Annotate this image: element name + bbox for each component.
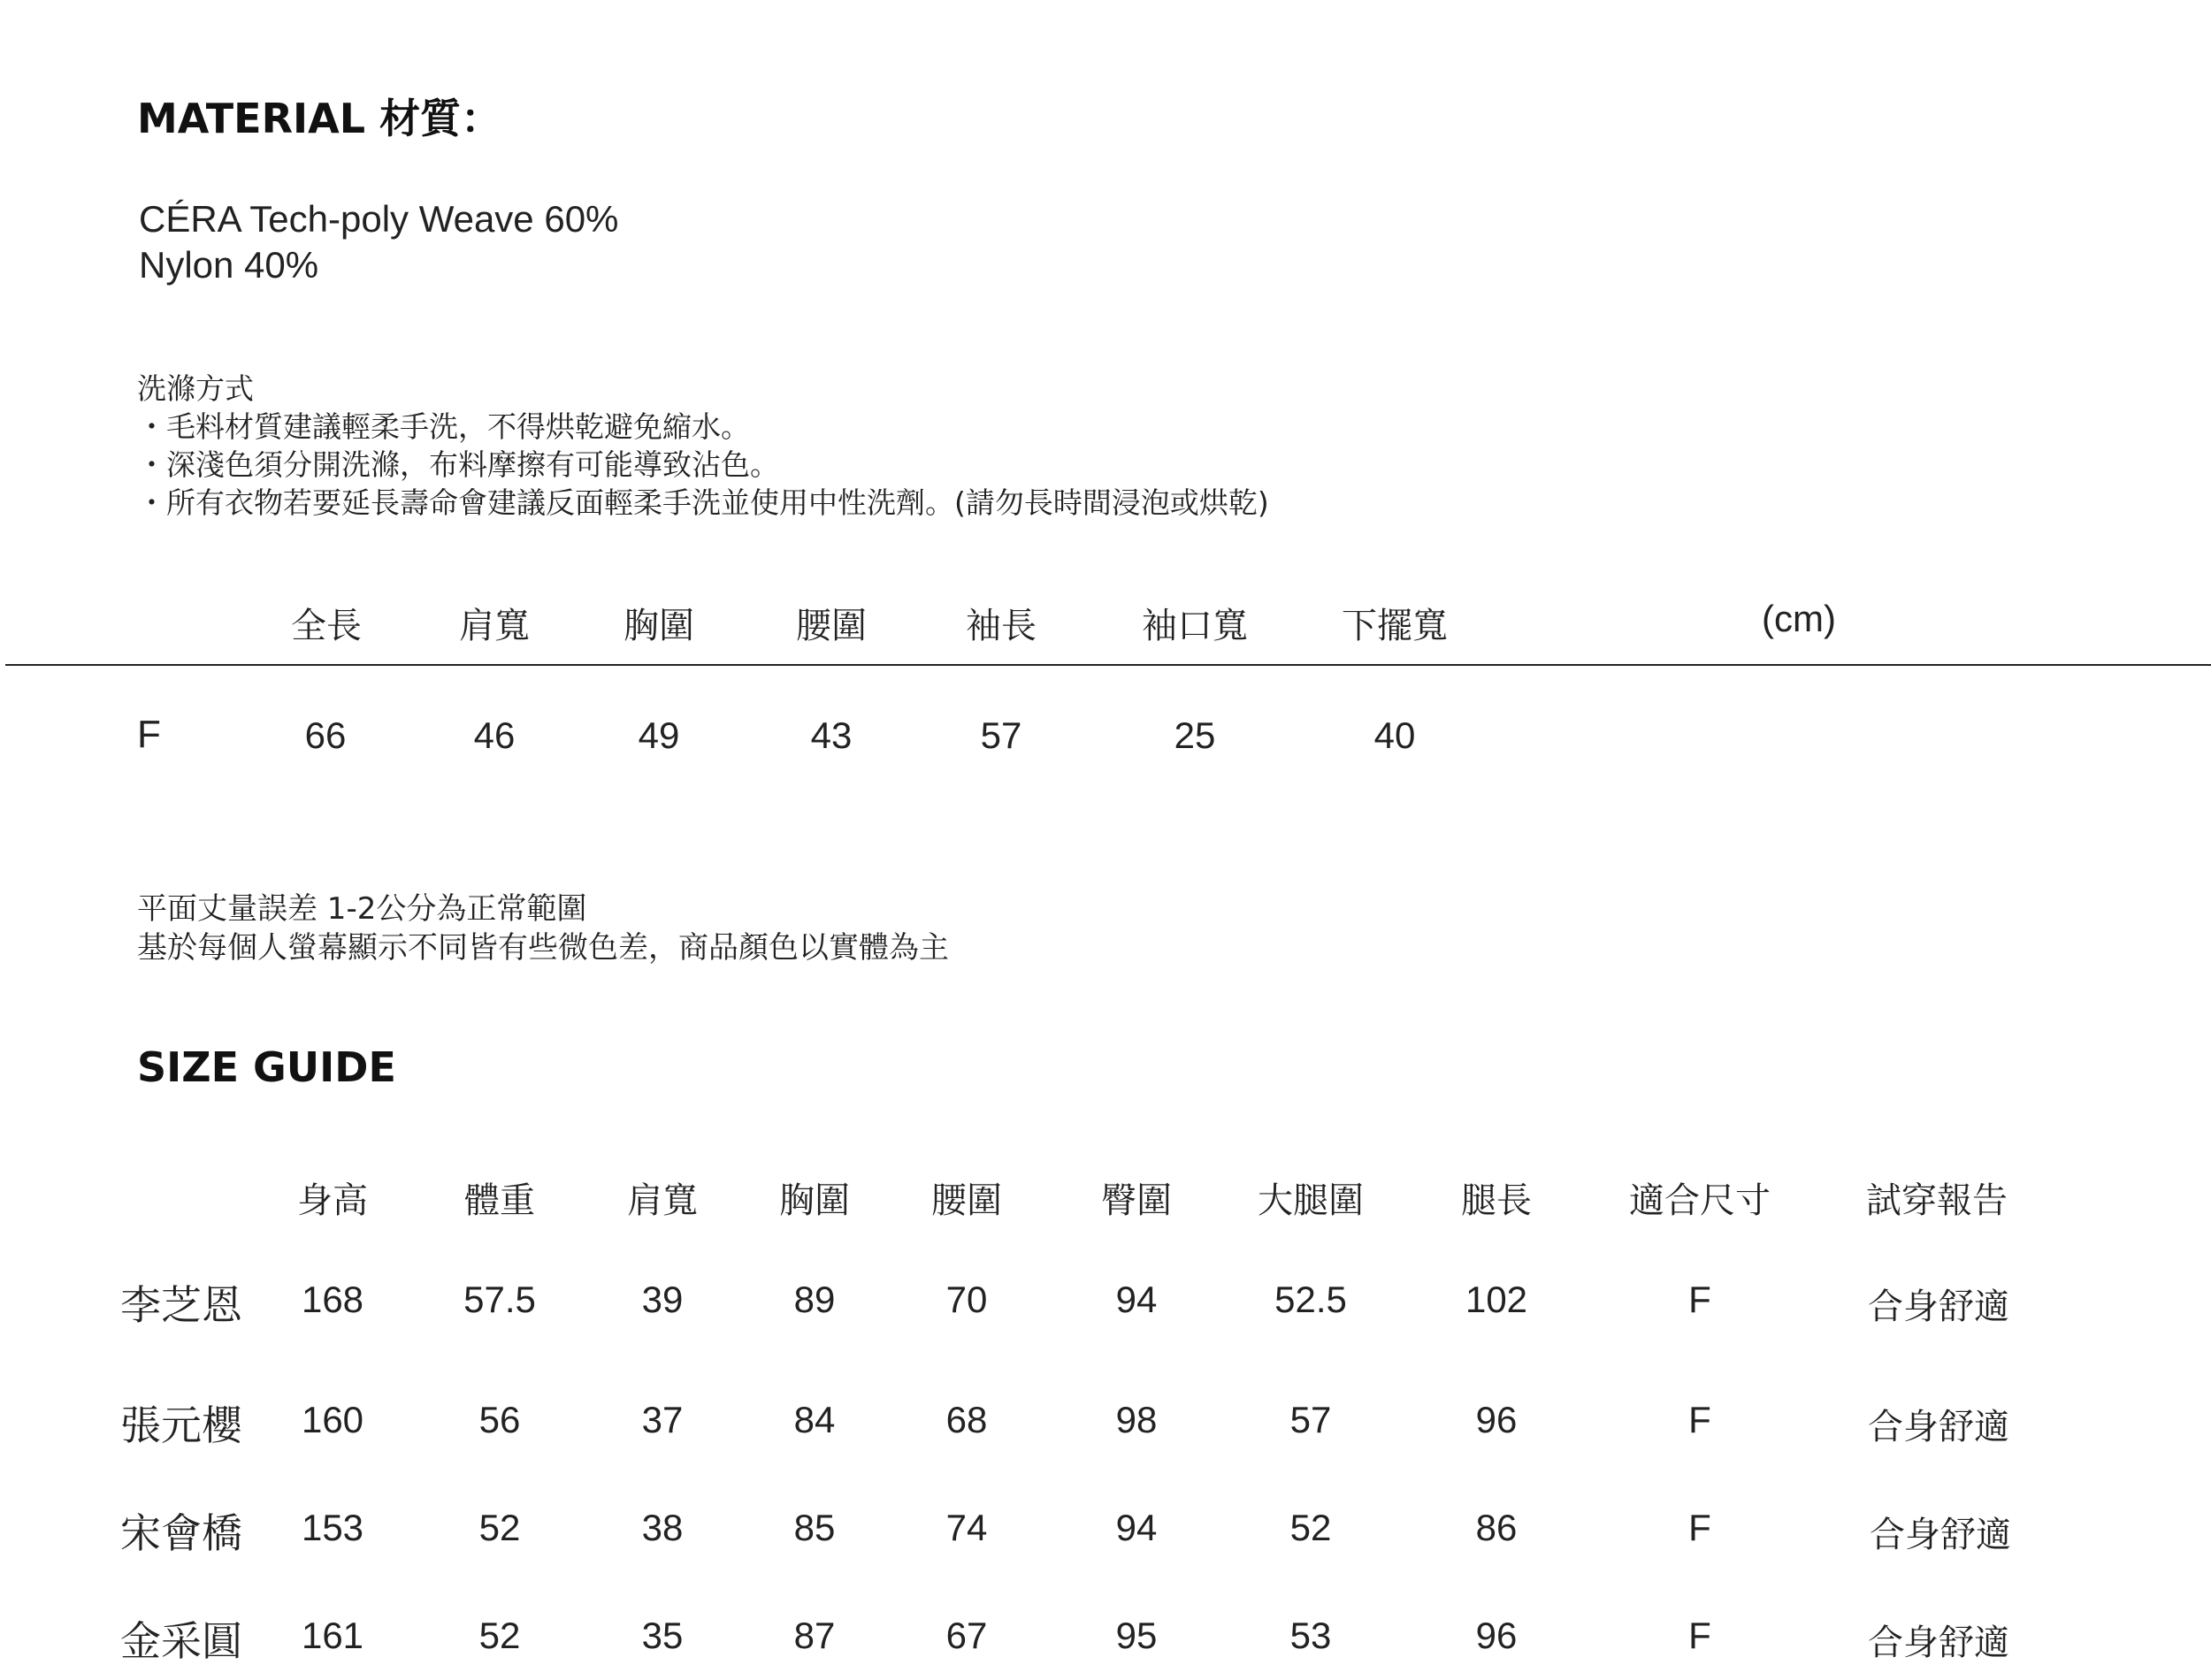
guide-cell: 38 bbox=[641, 1507, 684, 1548]
guide-cell: F bbox=[1688, 1279, 1711, 1320]
guide-cell: 94 bbox=[1115, 1507, 1158, 1548]
guide-cell: 合身舒適 bbox=[1868, 1623, 2009, 1663]
measure-value: 57 bbox=[980, 714, 1022, 756]
guide-cell: 89 bbox=[793, 1279, 836, 1320]
model-name: 張元櫻 bbox=[120, 1401, 242, 1449]
guide-header: 大腿圍 bbox=[1258, 1180, 1364, 1221]
guide-cell: 52 bbox=[478, 1615, 521, 1656]
guide-header: 腿長 bbox=[1461, 1180, 1532, 1221]
material-heading: MATERIAL 材質： bbox=[137, 95, 502, 142]
guide-cell: 52 bbox=[1289, 1507, 1332, 1548]
guide-cell: 84 bbox=[793, 1399, 836, 1440]
size-label: F bbox=[137, 713, 161, 756]
guide-cell: F bbox=[1688, 1507, 1711, 1548]
measure-header: 腰圍 bbox=[796, 606, 867, 646]
washing-item: ・所有衣物若要延長壽命會建議反面輕柔手洗並使用中性洗劑。(請勿長時間浸泡或烘乾) bbox=[137, 485, 1269, 520]
measure-header: 袖口寬 bbox=[1142, 606, 1248, 646]
guide-cell: 39 bbox=[641, 1279, 684, 1320]
guide-cell: 96 bbox=[1475, 1615, 1518, 1656]
guide-cell: 85 bbox=[793, 1507, 836, 1548]
guide-cell: F bbox=[1688, 1615, 1711, 1656]
guide-cell: 67 bbox=[945, 1615, 988, 1656]
guide-header: 腰圍 bbox=[931, 1180, 1002, 1221]
measure-header: 肩寬 bbox=[459, 606, 530, 646]
guide-header: 試穿報告 bbox=[1866, 1180, 2008, 1221]
measure-header: 全長 bbox=[291, 606, 362, 646]
guide-cell: 160 bbox=[301, 1399, 364, 1440]
guide-cell: 合身舒適 bbox=[1868, 1287, 2009, 1327]
note-line: 平面丈量誤差 1-2公分為正常範圍 bbox=[137, 891, 587, 927]
note-line: 基於每個人螢幕顯示不同皆有些微色差，商品顏色以實體為主 bbox=[137, 930, 949, 966]
guide-cell: 35 bbox=[641, 1615, 684, 1656]
washing-title: 洗滌方式 bbox=[137, 371, 254, 406]
guide-cell: 合身舒適 bbox=[1870, 1515, 2011, 1555]
measure-header: 胸圍 bbox=[624, 606, 694, 646]
measure-value: 49 bbox=[638, 714, 680, 756]
measure-value: 40 bbox=[1373, 714, 1416, 756]
guide-cell: 98 bbox=[1115, 1399, 1158, 1440]
guide-cell: 168 bbox=[301, 1279, 364, 1320]
table-divider bbox=[5, 664, 2211, 666]
material-line: CÉRA Tech-poly Weave 60% bbox=[139, 198, 619, 240]
guide-header: 肩寬 bbox=[627, 1180, 698, 1221]
material-line: Nylon 40% bbox=[139, 244, 319, 286]
guide-cell: 70 bbox=[945, 1279, 988, 1320]
guide-cell: 161 bbox=[301, 1615, 364, 1656]
guide-cell: 合身舒適 bbox=[1868, 1407, 2009, 1447]
guide-cell: F bbox=[1688, 1399, 1711, 1440]
guide-cell: 52.5 bbox=[1274, 1279, 1347, 1320]
guide-cell: 95 bbox=[1115, 1615, 1158, 1656]
guide-cell: 37 bbox=[641, 1399, 684, 1440]
washing-item: ・深淺色須分開洗滌，布料摩擦有可能導致沾色。 bbox=[137, 447, 779, 482]
guide-header: 適合尺寸 bbox=[1629, 1180, 1771, 1221]
model-name: 金采圓 bbox=[120, 1617, 242, 1665]
measure-value: 66 bbox=[304, 714, 347, 756]
guide-header: 胸圍 bbox=[779, 1180, 850, 1221]
measure-value: 25 bbox=[1174, 714, 1216, 756]
measure-value: 43 bbox=[810, 714, 853, 756]
guide-header: 體重 bbox=[464, 1180, 535, 1221]
unit-label: (cm) bbox=[1762, 598, 1836, 639]
measure-value: 46 bbox=[473, 714, 516, 756]
guide-cell: 52 bbox=[478, 1507, 521, 1548]
guide-cell: 68 bbox=[945, 1399, 988, 1440]
measure-header: 袖長 bbox=[966, 606, 1037, 646]
guide-cell: 53 bbox=[1289, 1615, 1332, 1656]
guide-cell: 86 bbox=[1475, 1507, 1518, 1548]
size-guide-heading: SIZE GUIDE bbox=[137, 1043, 396, 1091]
model-name: 李芝恩 bbox=[120, 1281, 242, 1329]
model-name: 宋會橋 bbox=[120, 1509, 242, 1557]
guide-cell: 153 bbox=[301, 1507, 364, 1548]
guide-cell: 87 bbox=[793, 1615, 836, 1656]
measure-header: 下擺寬 bbox=[1342, 606, 1448, 646]
guide-cell: 57 bbox=[1289, 1399, 1332, 1440]
guide-header: 身高 bbox=[297, 1180, 368, 1221]
guide-cell: 56 bbox=[478, 1399, 521, 1440]
washing-item: ・毛料材質建議輕柔手洗，不得烘乾避免縮水。 bbox=[137, 409, 750, 444]
guide-cell: 102 bbox=[1465, 1279, 1528, 1320]
guide-cell: 57.5 bbox=[463, 1279, 536, 1320]
guide-cell: 94 bbox=[1115, 1279, 1158, 1320]
guide-cell: 96 bbox=[1475, 1399, 1518, 1440]
guide-header: 臀圍 bbox=[1101, 1180, 1172, 1221]
guide-cell: 74 bbox=[945, 1507, 988, 1548]
